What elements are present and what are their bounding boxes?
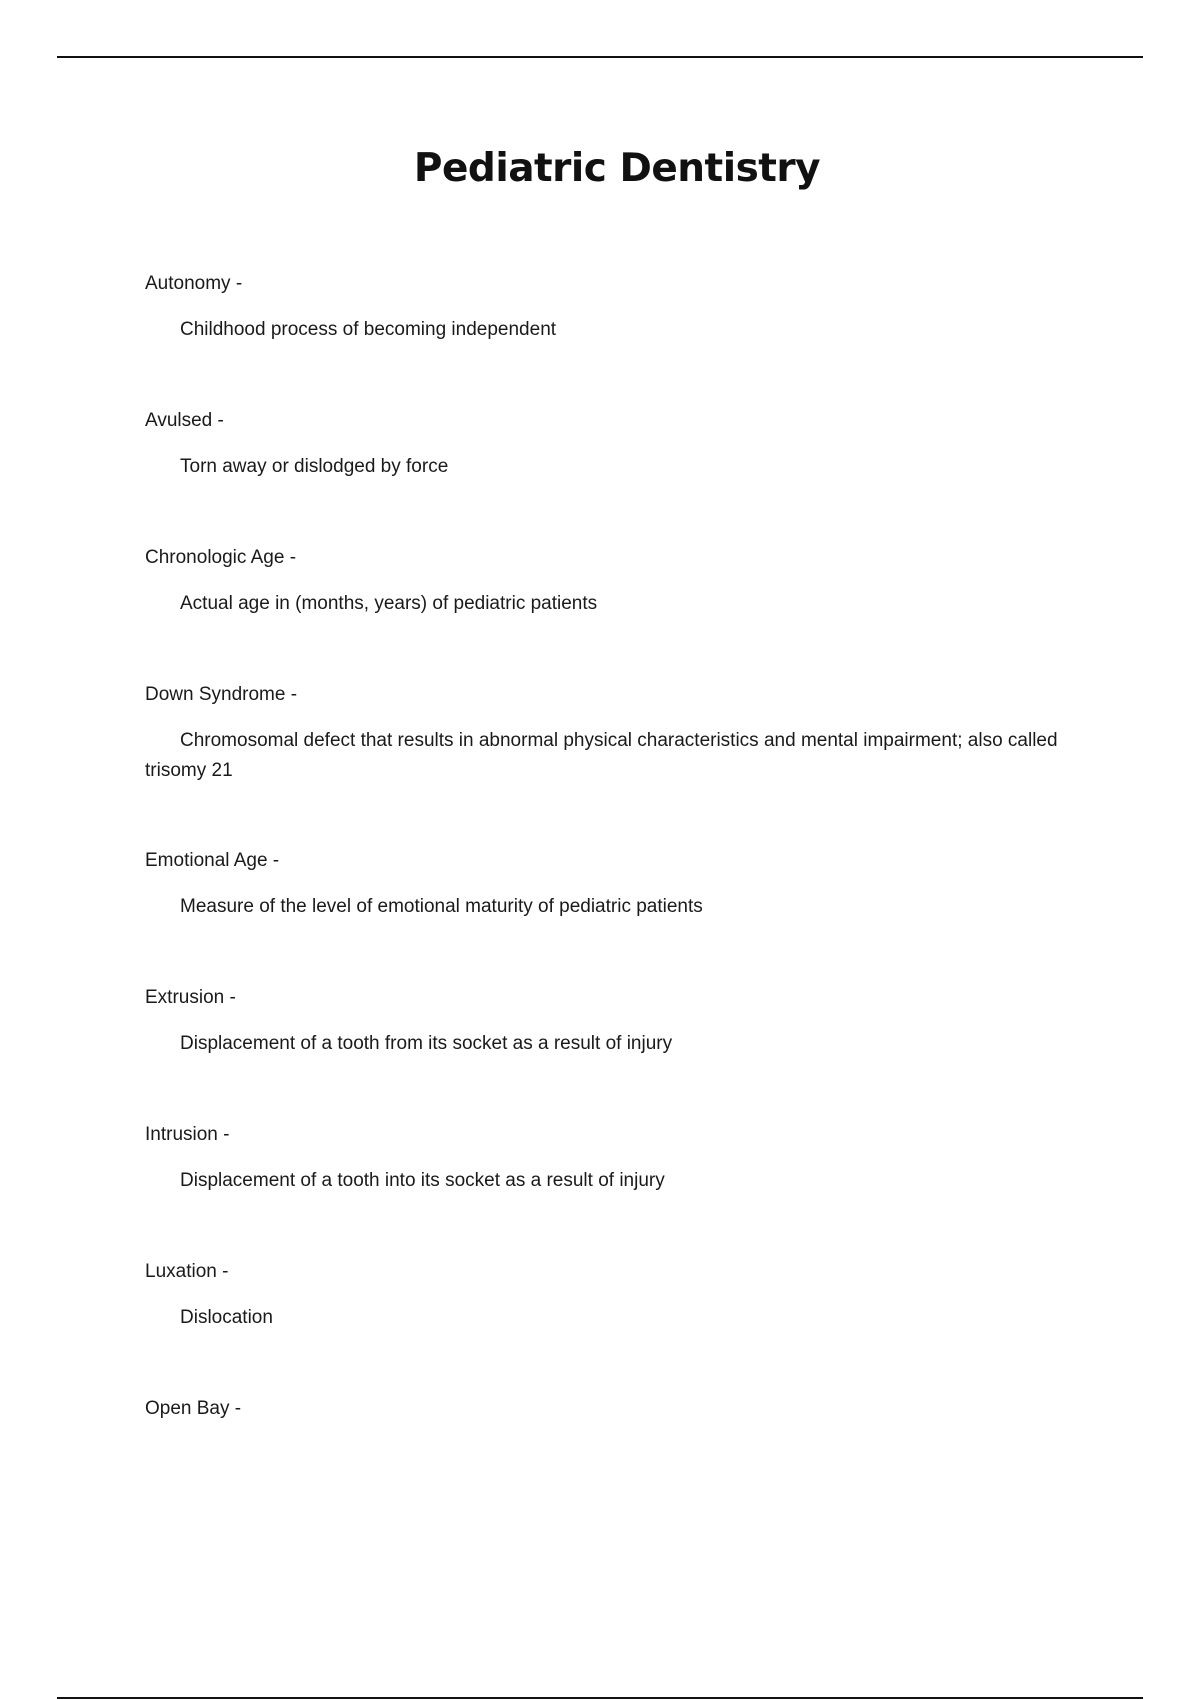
glossary-entry — [145, 1396, 1080, 1533]
glossary-entry — [145, 271, 1080, 408]
glossary-entry — [145, 848, 1080, 985]
header-rule — [57, 56, 1143, 58]
glossary-list — [145, 271, 1080, 1533]
glossary-term: Emotional Age - — [145, 850, 280, 871]
glossary-term: Luxation - — [145, 1261, 229, 1282]
glossary-definition: Childhood process of becoming independent — [180, 319, 557, 340]
glossary-definition: Torn away or dislodged by force — [180, 456, 449, 477]
glossary-definition: Displacement of a tooth into its socket as a result of injury — [180, 1170, 665, 1191]
glossary-entry — [145, 1122, 1080, 1259]
glossary-entry — [145, 985, 1080, 1122]
glossary-term: Autonomy - — [145, 273, 243, 294]
glossary-term: Avulsed - — [145, 410, 224, 431]
glossary-entry — [145, 682, 1080, 848]
glossary-entry — [145, 408, 1080, 545]
glossary-entry — [145, 545, 1080, 682]
glossary-definition: Chromosomal defect that results in abnormal physical characteristics and mental impairment; also called trisomy 21 — [145, 730, 1058, 781]
glossary-definition: Actual age in (months, years) of pediatric patients — [180, 593, 598, 614]
glossary-definition: Measure of the level of emotional maturity of pediatric patients — [180, 896, 703, 917]
glossary-definition: Displacement of a tooth from its socket as a result of injury — [180, 1033, 673, 1054]
page-title: Pediatric Dentistry — [413, 146, 821, 191]
glossary-term: Down Syndrome - — [145, 684, 298, 705]
glossary-term: Chronologic Age - — [145, 547, 297, 568]
glossary-entry — [145, 1259, 1080, 1396]
footer-rule — [57, 1697, 1143, 1699]
glossary-term: Extrusion - — [145, 987, 236, 1008]
glossary-definition: Dislocation — [180, 1307, 273, 1328]
glossary-term: Intrusion - — [145, 1124, 230, 1145]
glossary-term: Open Bay - — [145, 1398, 242, 1419]
